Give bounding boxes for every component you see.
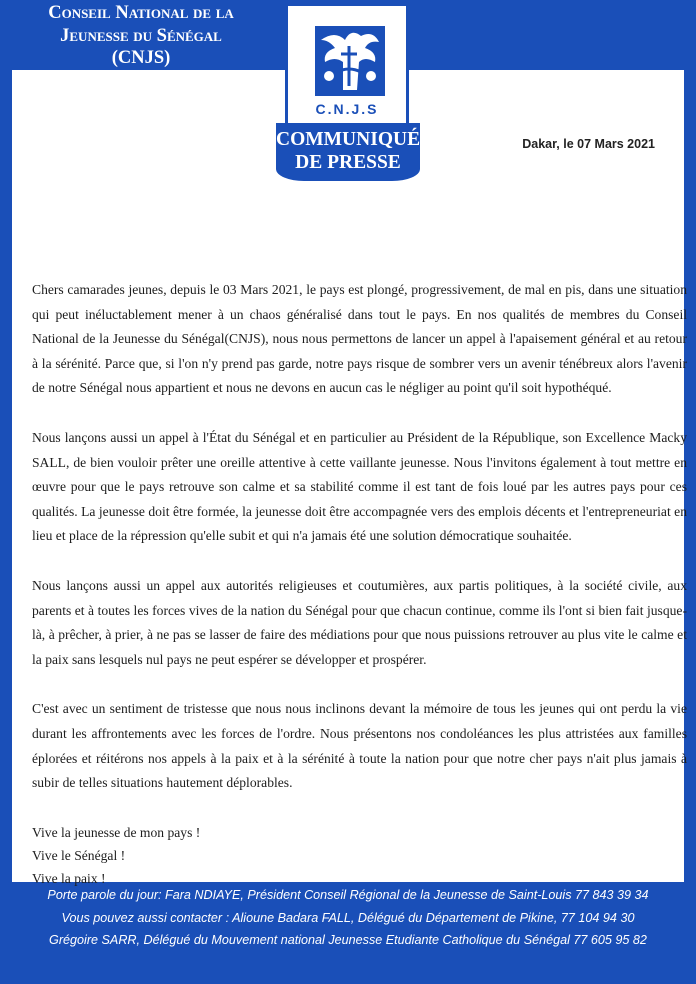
paragraph-4: C'est avec un sentiment de tristesse que nous nous inclinons devant la mémoire de tous les jeunes qui ont perdu la vie durant les affrontements avec les forces de l'ordre. Nous présentons nos condoléances les plus attristées aux familles éplorées et réitérons nos appels à la paix et à la sérénité à toute la nation pour que notre cher pays n'ait plus jamais à subir de telles situations hautement déplorables. [32, 701, 687, 791]
org-title-line2: Jeunesse du Sénégal [60, 25, 222, 46]
badge-line2: DE PRESSE [295, 152, 401, 173]
closing-line-1: Vive la jeunesse de mon pays ! [32, 824, 201, 840]
org-title-line1: Conseil National de la [48, 3, 234, 23]
communique-body [32, 278, 687, 890]
paragraph-1: Chers camarades jeunes, depuis le 03 Mars 2021, le pays est plongé, progressivement, de mal en pis, dans une situation qui peut inéluctablement mener à un chaos généralisé dans tout le pays. En nos qualités de membres du Conseil National de la Jeunesse du Sénégal(CNJS), nous nous permettons de lancer un appel à l'apaisement général et au retour à la sérénité. Parce que, si l'on n'y prend pas garde, notre pays risque de sombrer vers un avenir ténébreux alors l'avenir de notre Sénégal nous appartient et nous ne devons en aucun cas le négliger au point qu'il soit hypothéqué. [32, 282, 687, 396]
organization-title [18, 2, 264, 70]
footer-line-2: Vous pouvez aussi contacter : Alioune Badara FALL, Délégué du Département de Pikine, 77 104 94 30 [61, 910, 635, 925]
closing-line-3: Vive la paix ! [32, 870, 106, 886]
paragraph-3: Nous lançons aussi un appel aux autorités religieuses et coutumières, aux partis politiques, à la société civile, aux parents et à toutes les forces vives de la nation du Sénégal pour que chacun continue, comme ils l'ont si bien fait jusque-là, à prêcher, à prier, à ne pas se lasser de faire des médiations pour que nous puissions retrouver au plus vite le calme et la paix sans lesquels nul pays ne peut espérer se développer et prospérer. [32, 577, 687, 667]
document-sheet [12, 70, 687, 886]
badge-line1: COMMUNIQUÉ [276, 129, 421, 150]
document-date: Dakar, le 07 Mars 2021 [522, 137, 655, 151]
cnjs-emblem-icon [315, 26, 385, 96]
contact-footer [0, 884, 696, 952]
logo-caption: C.N.J.S [315, 101, 379, 117]
closing-slogans [32, 821, 687, 890]
paragraph-2: Nous lançons aussi un appel à l'État du Sénégal et en particulier au Président de la République, son Excellence Macky SALL, de bien vouloir prêter une oreille attentive à cette vaillante jeunesse. Nous l'invitons également à tout mettre en œuvre pour que le pays retrouve son calme et sa stabilité comme il est tant de fois loué par les autres pays pour ces qualités. La jeunesse doit être formée, la jeunesse doit être accompagnée vers des emplois décents et l'entrepreneuriat en lieu et place de la répression qu'elle subit et qui n'a jamais été une solution démocratique souhaitée. [32, 429, 687, 544]
footer-line-1: Porte parole du jour: Fara NDIAYE, Président Conseil Régional de la Jeunesse de Saint-Louis 77 843 39 34 [47, 888, 649, 902]
closing-line-2: Vive le Sénégal ! [32, 847, 126, 863]
cnjs-logo [285, 3, 409, 127]
org-title-line3: (CNJS) [111, 48, 171, 68]
footer-line-3: Grégoire SARR, Délégué du Mouvement national Jeunesse Etudiante Catholique du Sénégal 77 605 95 82 [49, 933, 647, 947]
press-release-badge [276, 123, 420, 181]
